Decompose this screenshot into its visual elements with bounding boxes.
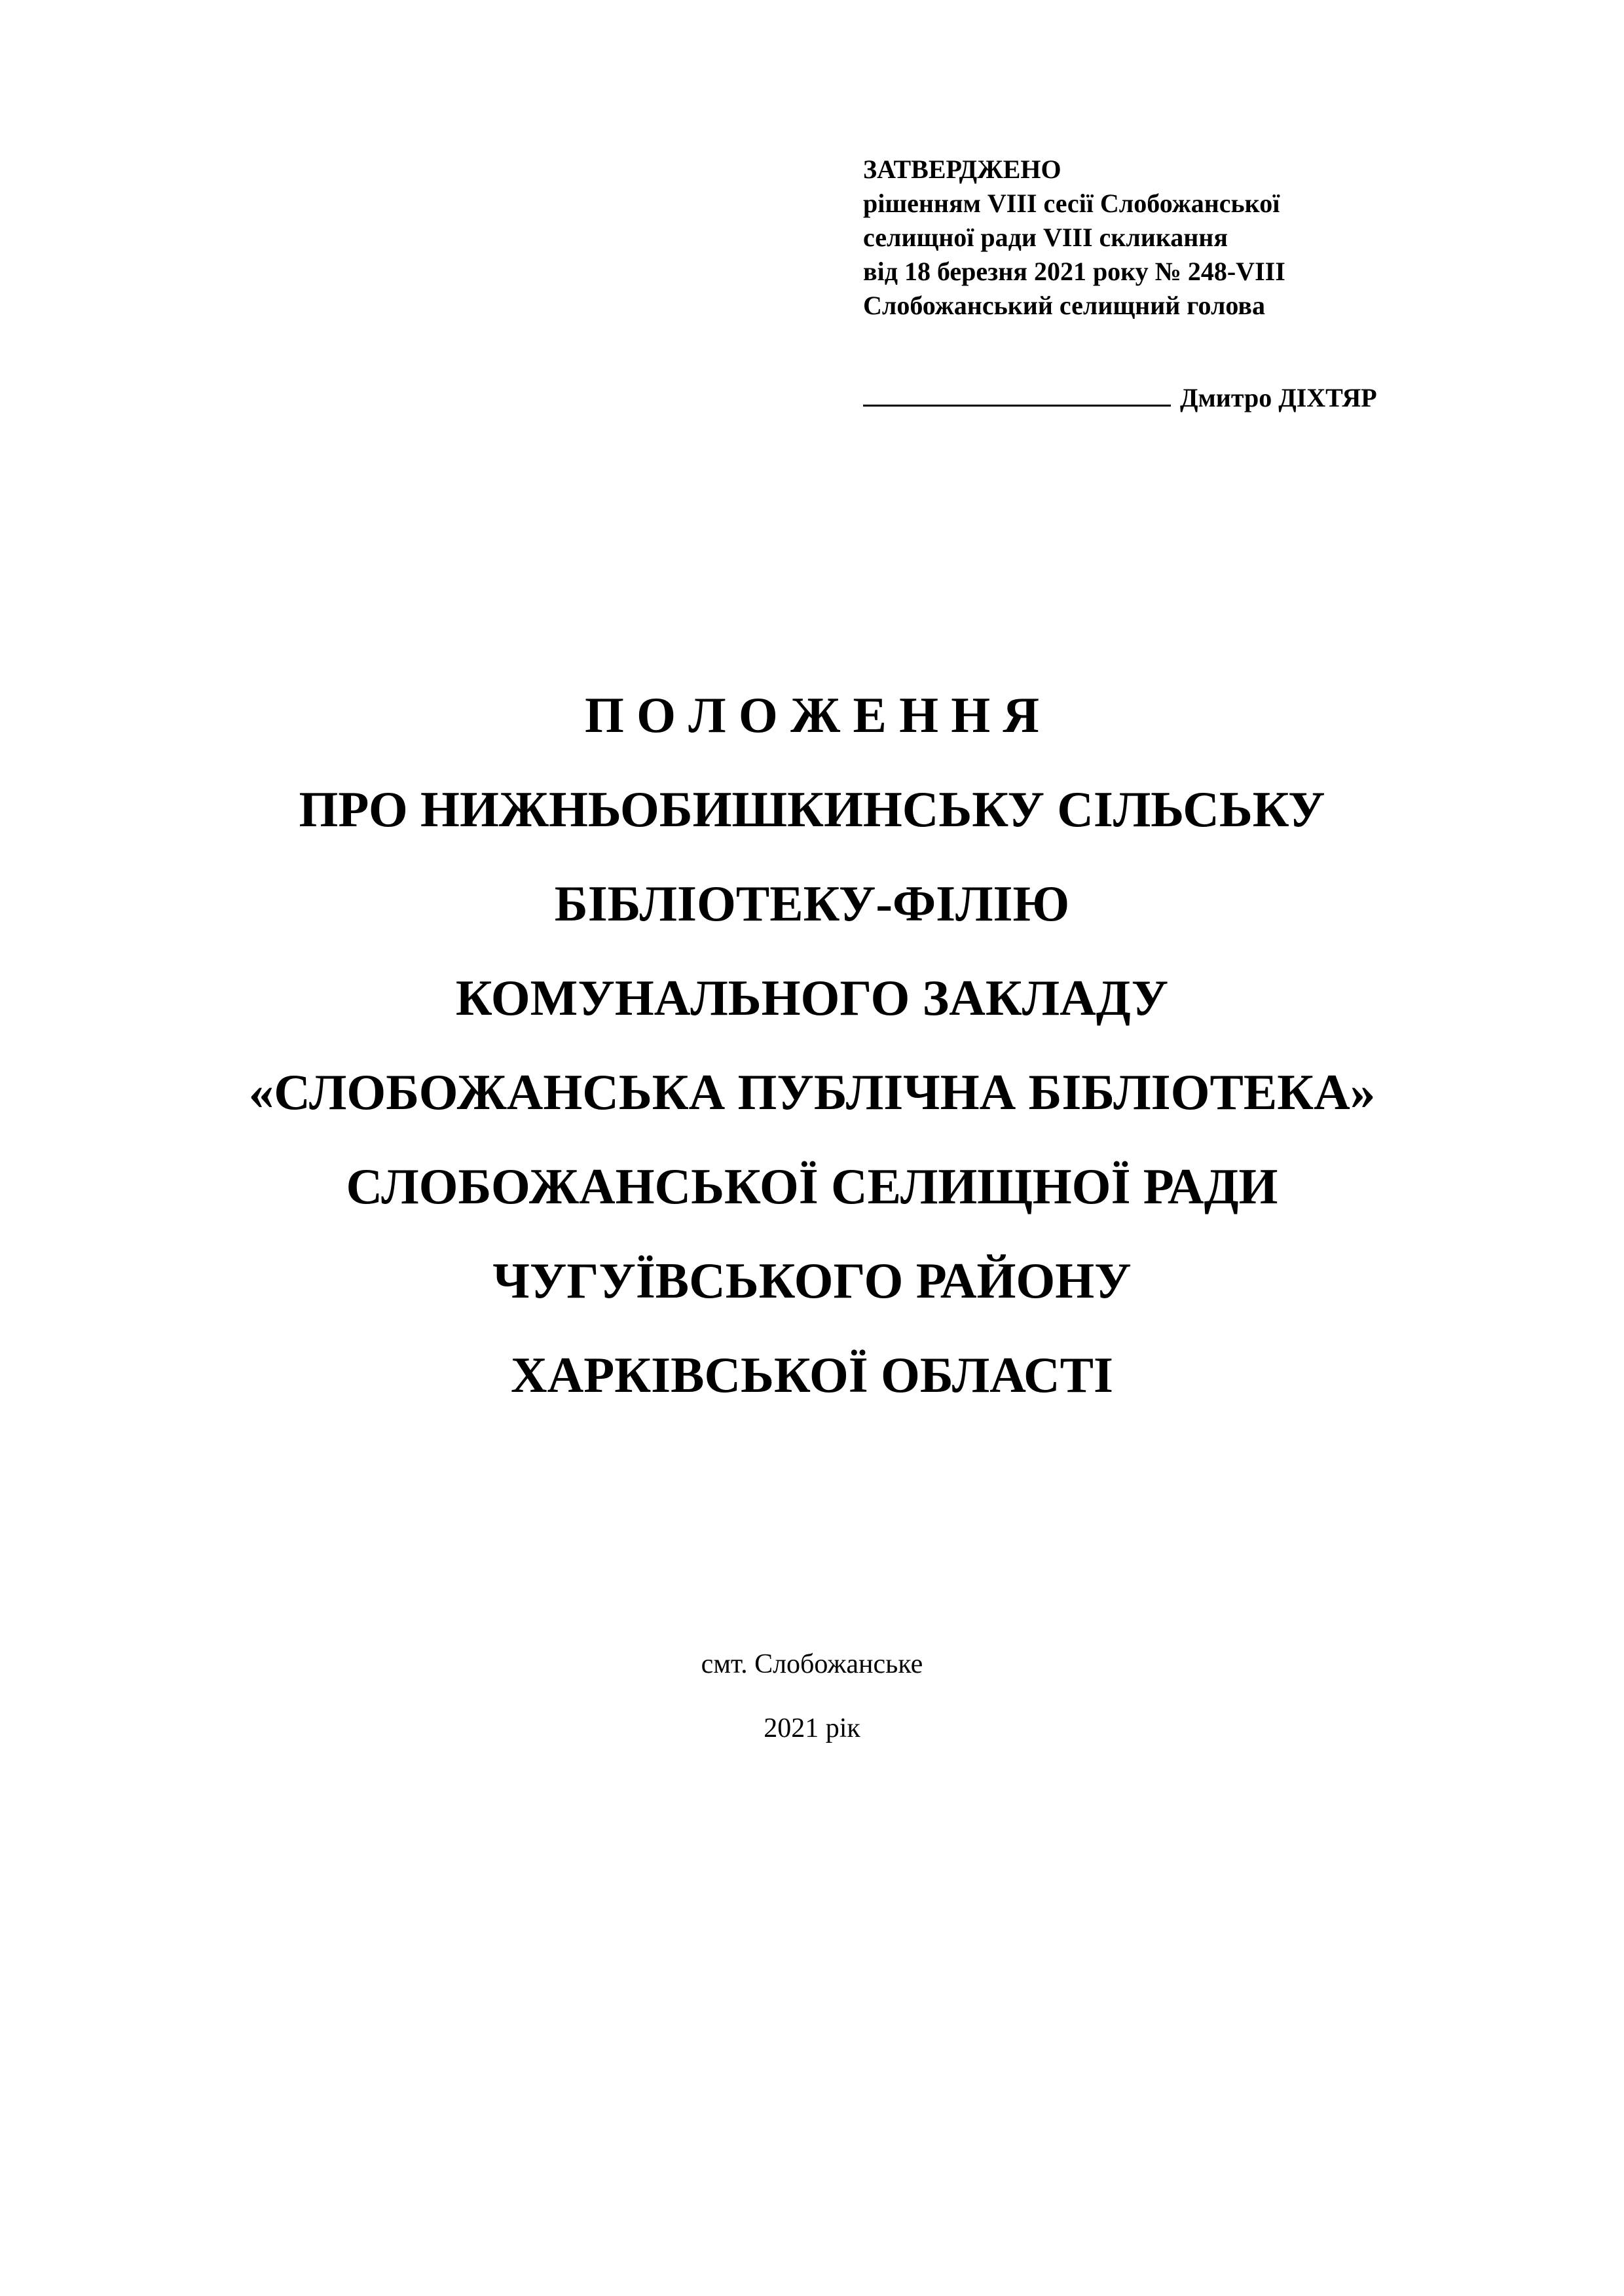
approval-heading: ЗАТВЕРДЖЕНО bbox=[863, 155, 1061, 184]
footer-place: смт. Слобожанське bbox=[701, 1649, 923, 1679]
footer-year: 2021 рік bbox=[764, 1713, 860, 1743]
footer-block bbox=[0, 1632, 1624, 1760]
signature-row bbox=[863, 378, 1377, 415]
signature-line bbox=[863, 378, 1171, 407]
title-line: «СЛОБОЖАНСЬКА ПУБЛІЧНА БІБЛІОТЕКА» bbox=[248, 1064, 1376, 1120]
title-line: П О Л О Ж Е Н Н Я bbox=[585, 687, 1039, 743]
approval-position-line: Слобожанський селищний голова bbox=[863, 291, 1265, 320]
approval-block bbox=[863, 153, 1518, 323]
title-line: ЧУГУЇВСЬКОГО РАЙОНУ bbox=[492, 1252, 1132, 1309]
title-line: СЛОБОЖАНСЬКОЇ СЕЛИЩНОЇ РАДИ bbox=[346, 1158, 1278, 1214]
approval-decision-line: рішенням VIII сесії Слобожанської bbox=[863, 189, 1280, 218]
approval-council-line: селищної ради VIII скликання bbox=[863, 223, 1228, 252]
title-line: ХАРКІВСЬКОЇ ОБЛАСТІ bbox=[511, 1347, 1113, 1403]
approval-date-line: від 18 березня 2021 року № 248-VIII bbox=[863, 257, 1285, 286]
title-line: КОМУНАЛЬНОГО ЗАКЛАДУ bbox=[455, 970, 1169, 1026]
title-line: БІБЛІОТЕКУ-ФІЛІЮ bbox=[554, 875, 1070, 932]
signatory-name: Дмитро ДІХТЯР bbox=[1180, 383, 1377, 412]
document-title bbox=[0, 668, 1624, 1422]
title-line: ПРО НИЖНЬОБИШКИНСЬКУ СІЛЬСЬКУ bbox=[299, 781, 1325, 837]
